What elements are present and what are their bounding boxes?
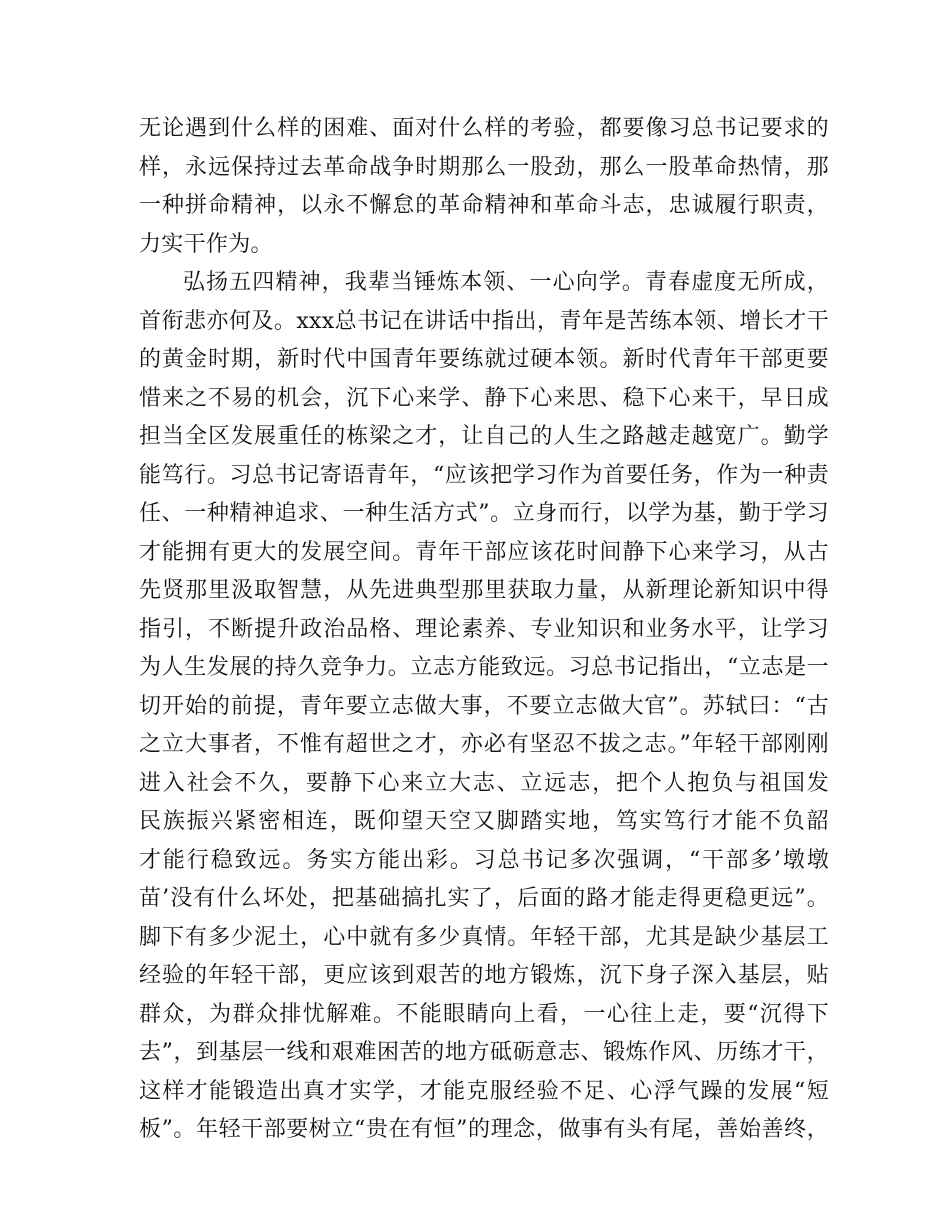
text-line: 才能拥有更大的发展空间。青年干部应该花时间静下心来学习，从古 [139,539,829,565]
text-line: 样，永远保持过去革命战争时期那么一股劲，那么一股革命热情，那 [139,154,829,180]
text-line: 指引，不断提升政治品格、理论素养、专业知识和业务水平，让学习 [139,616,829,642]
text-line: 切开始的前提，青年要立志做大事，不要立志做大官”。苏轼曰：“古 [139,693,829,719]
text-line: 无论遇到什么样的困难、面对什么样的考验，都要像习总书记要求的 [139,116,829,141]
text-line: 进入社会不久，要静下心来立大志、立远志，把个人抱负与祖国发 [139,770,829,796]
text-line: 首衔悲亦何及。xxx总书记在讲话中指出，青年是苦练本领、增长才干 [139,308,829,334]
text-line: 去”，到基层一线和艰难困苦的地方砥砺意志、锻炼作风、历练才干， [139,1040,829,1065]
text-line: 板”。年轻干部要树立“贵在有恒”的理念，做事有头有尾，善始善终， [139,1117,829,1142]
text-line: 这样才能锻造出真才实学，才能克服经验不足、心浮气躁的发展“短 [139,1078,829,1104]
text-line: 才能行稳致远。务实方能出彩。习总书记多次强调，“干部多’墩墩 [139,847,829,873]
text-line: 群众，为群众排忧解难。不能眼睛向上看，一心往上走，要“沉得下 [139,1001,829,1027]
text-line: 力实干作为。 [139,231,273,257]
text-line: 民族振兴紧密相连，既仰望天空又脚踏实地，笃实笃行才能不负韶 [139,809,829,834]
text-line: 苗’没有什么坏处，把基础搞扎实了，后面的路才能走得更稳更远”。 [139,886,829,911]
paragraph-2 [139,264,829,1150]
text-line: 能笃行。习总书记寄语青年，“应该把学习作为首要任务，作为一种责 [139,462,829,488]
text-line: 先贤那里汲取智慧，从先进典型那里获取力量，从新理论新知识中得 [139,578,829,603]
text-line: 脚下有多少泥土，心中就有多少真情。年轻干部，尤其是缺少基层工 [139,924,829,950]
text-line: 弘扬五四精神，我辈当锤炼本领、一心向学。青春虚度无所成， [183,270,829,295]
text-line: 之立大事者，不惟有超世之才，亦必有坚忍不拔之志。”年轻干部刚刚 [139,732,829,757]
text-line: 经验的年轻干部，更应该到艰苦的地方锻炼，沉下身子深入基层，贴 [139,963,829,988]
text-line: 的黄金时期，新时代中国青年要练就过硬本领。新时代青年干部更要 [139,347,829,372]
document-body-text [139,110,829,1150]
text-line: 一种拼命精神，以永不懈怠的革命精神和革命斗志，忠诚履行职责， [139,193,829,218]
text-line: 任、一种精神追求、一种生活方式”。立身而行，以学为基，勤于学习 [139,501,829,526]
paragraph-1 [139,110,829,264]
text-line: 惜来之不易的机会，沉下心来学、静下心来思、稳下心来干，早日成 [139,385,829,411]
text-line: 担当全区发展重任的栋梁之才，让自己的人生之路越走越宽广。勤学 [139,424,829,449]
text-line: 为人生发展的持久竞争力。立志方能致远。习总书记指出，“立志是一 [139,655,829,680]
